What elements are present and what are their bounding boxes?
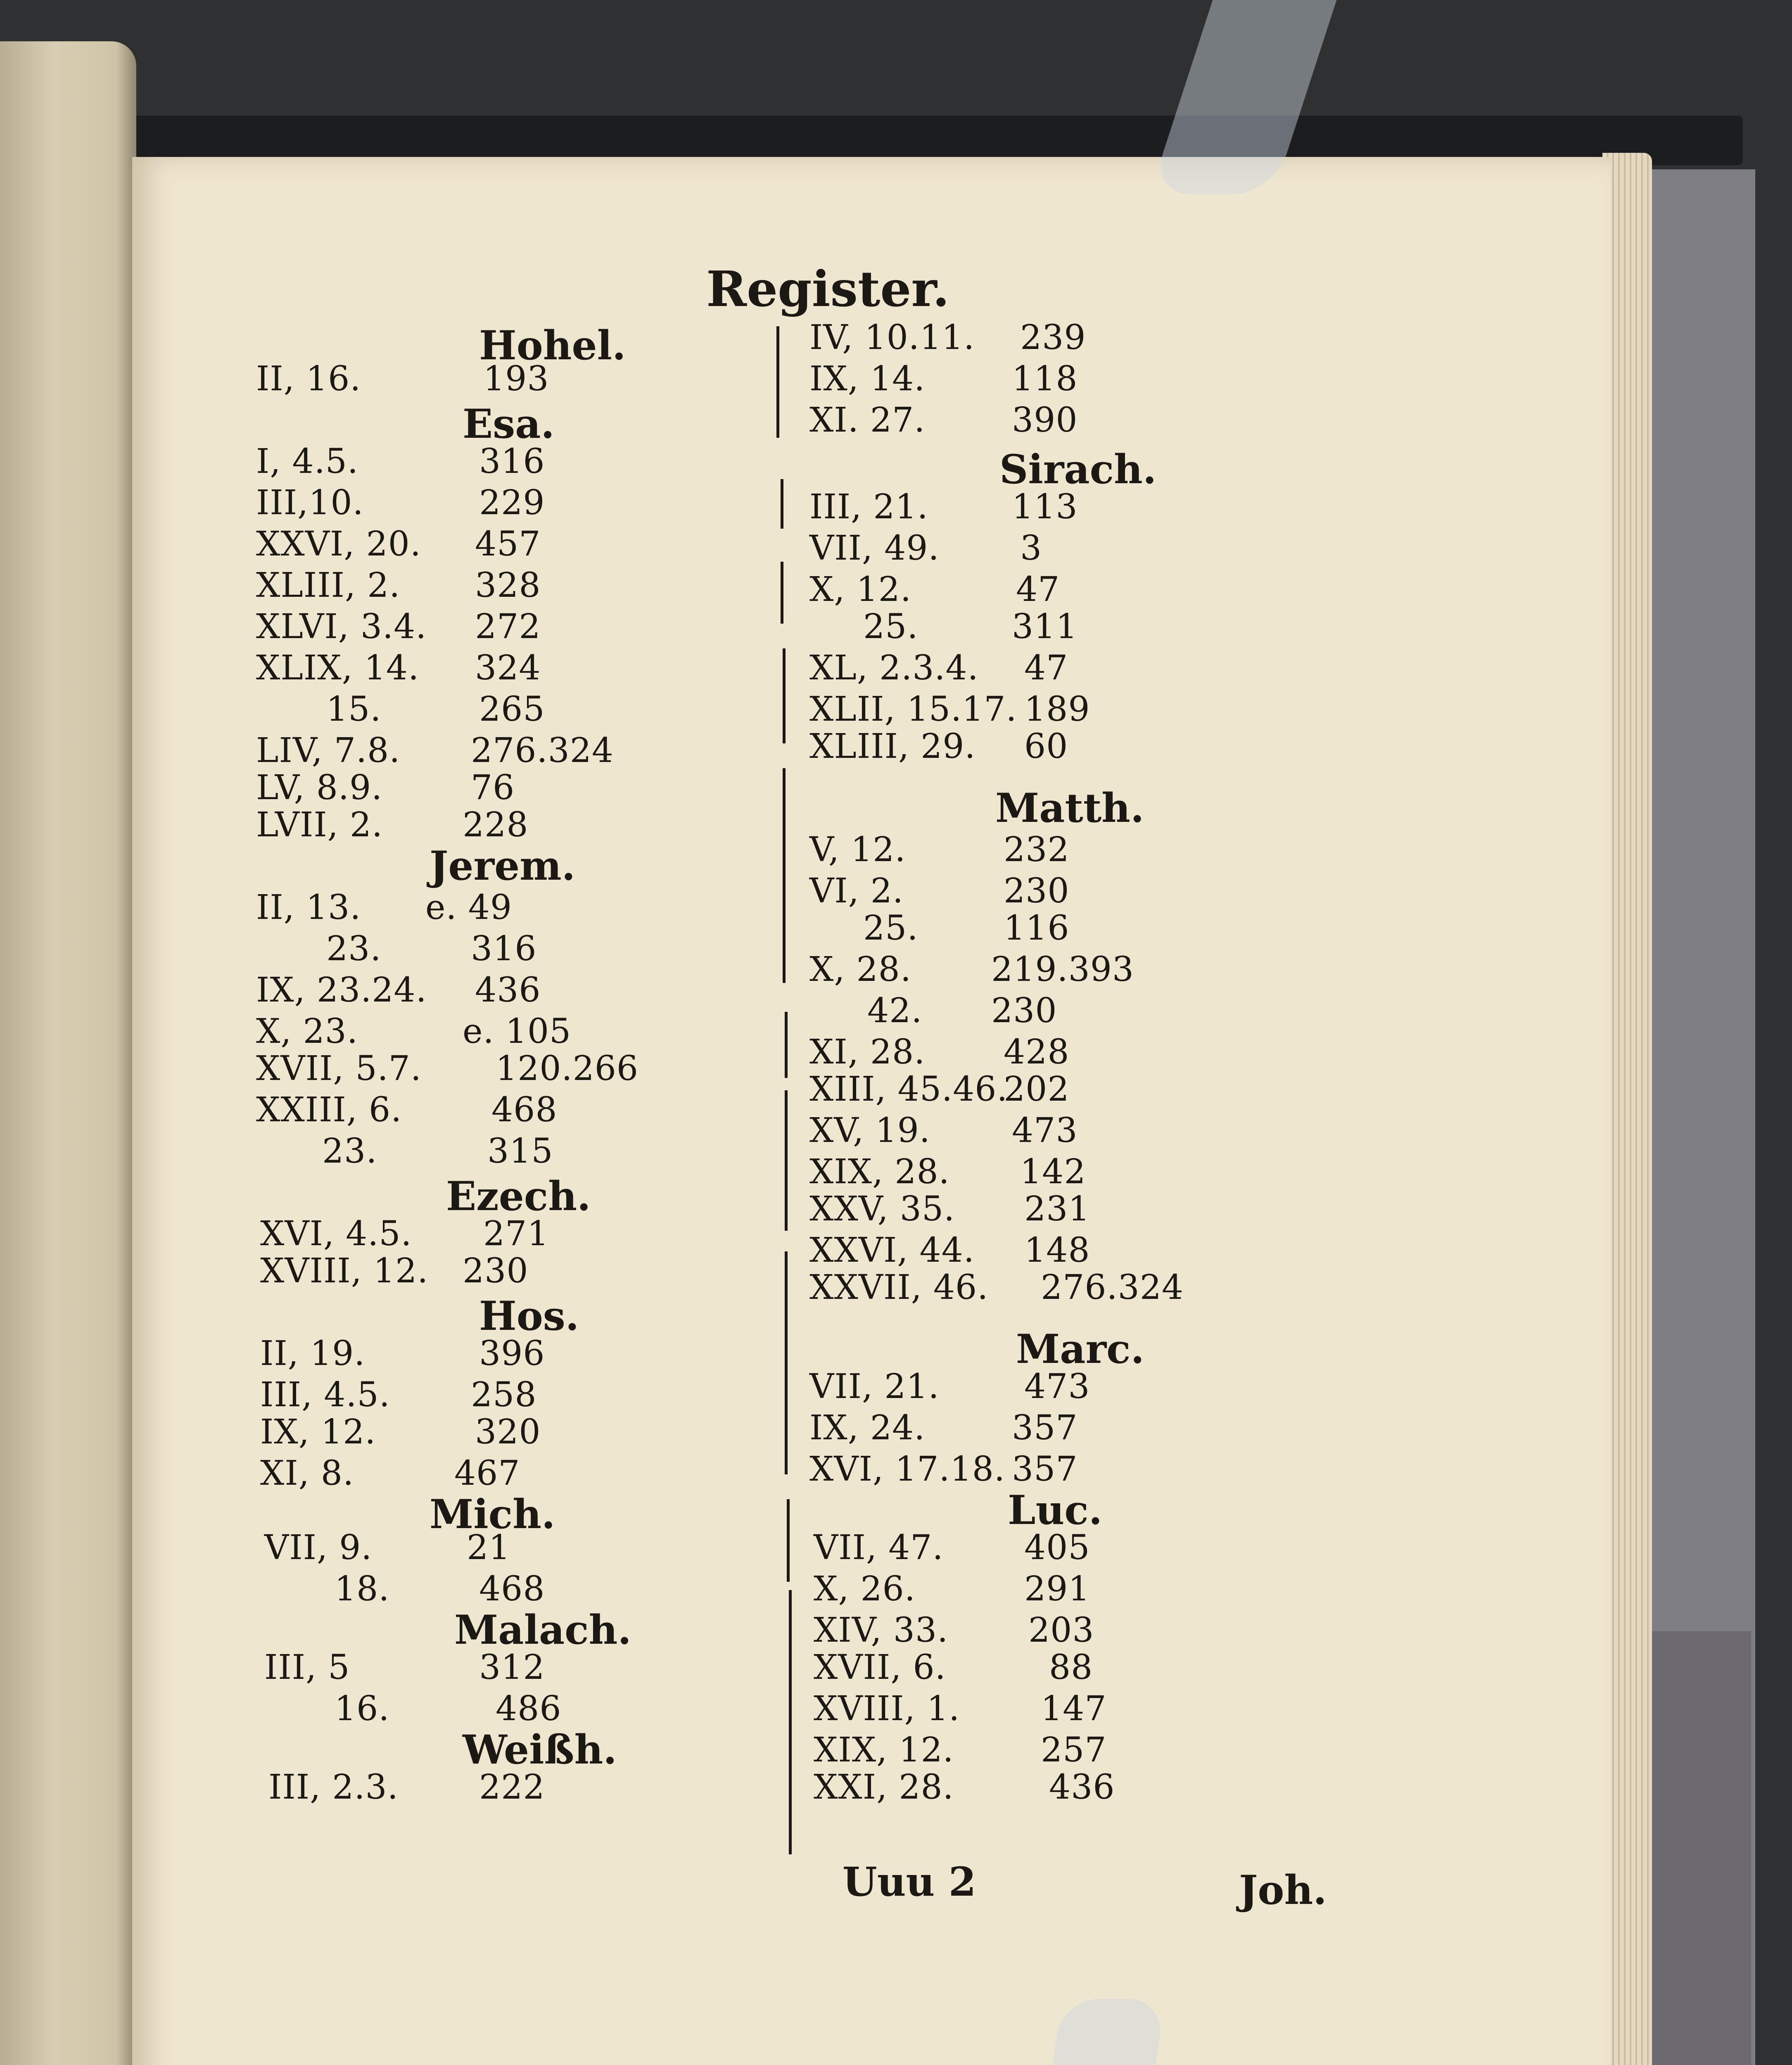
right-ref: 25. bbox=[863, 909, 919, 948]
right-page-no: 47 bbox=[1016, 570, 1060, 609]
column-divider bbox=[785, 1090, 788, 1231]
left-ref: III,10. bbox=[256, 483, 364, 522]
left-page-no: 396 bbox=[479, 1334, 545, 1373]
left-ref: II, 16. bbox=[256, 359, 361, 399]
left-ref: II, 19. bbox=[260, 1334, 366, 1373]
left-page-no: e. 49 bbox=[425, 888, 512, 927]
right-page-no: 88 bbox=[1049, 1648, 1093, 1687]
right-ref: XXVI, 44. bbox=[809, 1231, 975, 1270]
right-ref: VII, 47. bbox=[814, 1528, 944, 1567]
right-ref: IX, 14. bbox=[809, 359, 926, 399]
right-ref: XI. 27. bbox=[809, 401, 926, 440]
right-page-no: 148 bbox=[1024, 1231, 1090, 1270]
left-page-no: 436 bbox=[475, 971, 541, 1010]
column-divider bbox=[785, 1251, 788, 1474]
left-ref: 16. bbox=[335, 1689, 390, 1728]
right-page-no: 230 bbox=[1004, 871, 1070, 911]
heading-weissh: Weißh. bbox=[463, 1726, 617, 1773]
right-ref: VI, 2. bbox=[809, 871, 904, 911]
right-ref: XV, 19. bbox=[809, 1111, 930, 1150]
left-ref: III, 4.5. bbox=[260, 1375, 390, 1415]
right-page-no: 232 bbox=[1004, 830, 1070, 869]
left-ref: XVII, 5.7. bbox=[256, 1049, 422, 1088]
catchword: Joh. bbox=[1239, 1867, 1327, 1913]
left-page-no: 467 bbox=[454, 1454, 520, 1493]
right-page-no: 113 bbox=[1012, 487, 1078, 527]
right-ref: IX, 24. bbox=[809, 1408, 926, 1448]
left-ref: 23. bbox=[322, 1132, 377, 1171]
right-page-no: 231 bbox=[1024, 1189, 1090, 1229]
right-page-no: 147 bbox=[1041, 1689, 1107, 1728]
right-page-no: 239 bbox=[1020, 318, 1086, 357]
right-ref: X, 26. bbox=[814, 1569, 916, 1609]
right-ref: X, 28. bbox=[809, 950, 911, 989]
right-ref: XLIII, 29. bbox=[809, 727, 976, 766]
left-ref: I, 4.5. bbox=[256, 442, 358, 481]
right-ref: VII, 21. bbox=[809, 1367, 940, 1406]
left-ref: 18. bbox=[335, 1569, 390, 1609]
left-ref: II, 13. bbox=[256, 888, 361, 927]
column-divider bbox=[781, 479, 783, 529]
heading-malach: Malach. bbox=[454, 1607, 631, 1653]
right-page-no: 276.324 bbox=[1041, 1268, 1184, 1307]
right-page-no: 47 bbox=[1024, 648, 1068, 688]
left-ref: XI, 8. bbox=[260, 1454, 354, 1493]
column-divider bbox=[787, 1499, 790, 1582]
left-page-no: 486 bbox=[496, 1689, 562, 1728]
right-ref: III, 21. bbox=[809, 487, 928, 527]
heading-matth: Matth. bbox=[995, 785, 1144, 831]
heading-esa: Esa. bbox=[463, 401, 555, 447]
column-divider bbox=[783, 768, 786, 983]
right-page-no: 390 bbox=[1012, 401, 1078, 440]
left-ref: XLIX, 14. bbox=[256, 648, 420, 688]
signature-mark: Uuu 2 bbox=[843, 1858, 976, 1905]
left-page-no: 316 bbox=[471, 929, 537, 968]
register-page bbox=[132, 157, 1611, 2065]
left-page-no: 312 bbox=[479, 1648, 545, 1687]
left-page-no: e. 105 bbox=[463, 1012, 572, 1051]
right-page-no: 142 bbox=[1020, 1152, 1086, 1192]
left-ref: III, 2.3. bbox=[268, 1768, 399, 1807]
right-ref: 42. bbox=[867, 991, 923, 1030]
left-ref: XXIII, 6. bbox=[256, 1090, 402, 1130]
left-ref: IX, 12. bbox=[260, 1412, 376, 1452]
left-page-no: 457 bbox=[475, 525, 541, 564]
right-ref: XVIII, 1. bbox=[814, 1689, 960, 1728]
right-page-no: 203 bbox=[1028, 1611, 1094, 1650]
right-page-no: 428 bbox=[1004, 1032, 1070, 1072]
right-page-no: 357 bbox=[1012, 1450, 1078, 1489]
left-page-no: 228 bbox=[463, 805, 529, 845]
column-divider bbox=[785, 1012, 788, 1078]
left-ref: XLVI, 3.4. bbox=[256, 607, 427, 646]
heading-marc: Marc. bbox=[1016, 1326, 1144, 1372]
right-page-no: 473 bbox=[1012, 1111, 1078, 1150]
right-page-no: 436 bbox=[1049, 1768, 1115, 1807]
page-title: Register. bbox=[706, 260, 949, 318]
left-page-no: 320 bbox=[475, 1412, 541, 1452]
right-ref: XXVII, 46. bbox=[809, 1268, 989, 1307]
right-ref: IV, 10.11. bbox=[809, 318, 975, 357]
right-page-no: 405 bbox=[1024, 1528, 1090, 1567]
heading-hos: Hos. bbox=[479, 1293, 579, 1339]
right-page-no: 60 bbox=[1024, 727, 1068, 766]
left-page-no: 271 bbox=[483, 1214, 549, 1253]
left-page-no: 276.324 bbox=[471, 731, 614, 770]
heading-sirach: Sirach. bbox=[999, 446, 1157, 493]
right-ref: XXI, 28. bbox=[814, 1768, 954, 1807]
left-page-no: 324 bbox=[475, 648, 541, 688]
right-ref: 25. bbox=[863, 607, 919, 646]
left-page-no: 230 bbox=[463, 1251, 529, 1291]
right-ref: XIX, 12. bbox=[814, 1730, 954, 1770]
right-page-no: 291 bbox=[1024, 1569, 1090, 1609]
heading-mich: Mich. bbox=[430, 1491, 555, 1538]
left-ref: IX, 23.24. bbox=[256, 971, 427, 1010]
right-ref: VII, 49. bbox=[809, 529, 940, 568]
right-page-no: 219.393 bbox=[991, 950, 1135, 989]
left-ref: LIV, 7.8. bbox=[256, 731, 401, 770]
column-divider bbox=[789, 1590, 792, 1854]
left-page-no: 328 bbox=[475, 566, 541, 605]
right-page-no: 189 bbox=[1024, 690, 1090, 729]
left-page-no: 468 bbox=[479, 1569, 545, 1609]
right-page-no: 357 bbox=[1012, 1408, 1078, 1448]
right-ref: XVII, 6. bbox=[814, 1648, 946, 1687]
right-ref: XI, 28. bbox=[809, 1032, 926, 1072]
left-page-no: 316 bbox=[479, 442, 545, 481]
left-page-no: 315 bbox=[487, 1132, 553, 1171]
left-page-no: 21 bbox=[467, 1528, 511, 1567]
right-page-no: 230 bbox=[991, 991, 1057, 1030]
left-ref: XXVI, 20. bbox=[256, 525, 421, 564]
left-page-no: 265 bbox=[479, 690, 545, 729]
left-page-no: 222 bbox=[479, 1768, 545, 1807]
left-ref: 23. bbox=[326, 929, 382, 968]
heading-hohel: Hohel. bbox=[479, 322, 626, 369]
left-page-edge bbox=[0, 41, 136, 2065]
left-ref: LVII, 2. bbox=[256, 805, 383, 845]
right-ref: V, 12. bbox=[809, 830, 906, 869]
left-ref: LV, 8.9. bbox=[256, 768, 383, 807]
heading-jerem: Jerem. bbox=[430, 843, 576, 889]
right-ref: XIII, 45.46. bbox=[809, 1070, 1008, 1109]
left-ref: 15. bbox=[326, 690, 382, 729]
column-divider bbox=[783, 648, 786, 743]
left-page-no: 76 bbox=[471, 768, 515, 807]
right-ref: X, 12. bbox=[809, 570, 911, 609]
column-divider bbox=[776, 326, 779, 438]
left-page-no: 468 bbox=[491, 1090, 558, 1130]
left-ref: III, 5 bbox=[264, 1648, 350, 1687]
left-page-no: 120.266 bbox=[496, 1049, 639, 1088]
right-ref: XL, 2.3.4. bbox=[809, 648, 979, 688]
right-page-no: 116 bbox=[1004, 909, 1070, 948]
right-ref: XVI, 17.18. bbox=[809, 1450, 1005, 1489]
right-page-no: 473 bbox=[1024, 1367, 1090, 1406]
left-page-no: 258 bbox=[471, 1375, 537, 1415]
left-ref: XVI, 4.5. bbox=[260, 1214, 412, 1253]
heading-ezech: Ezech. bbox=[446, 1173, 591, 1220]
right-ref: XIV, 33. bbox=[814, 1611, 949, 1650]
left-page-no: 229 bbox=[479, 483, 545, 522]
right-ref: XLII, 15.17. bbox=[809, 690, 1017, 729]
right-page-no: 3 bbox=[1020, 529, 1042, 568]
right-page-no: 118 bbox=[1012, 359, 1078, 399]
heading-luc: Luc. bbox=[1008, 1487, 1103, 1533]
left-page-no: 193 bbox=[483, 359, 549, 399]
right-ref: XIX, 28. bbox=[809, 1152, 950, 1192]
left-ref: X, 23. bbox=[256, 1012, 358, 1051]
left-ref: VII, 9. bbox=[264, 1528, 373, 1567]
column-divider bbox=[781, 562, 783, 624]
right-page-no: 257 bbox=[1041, 1730, 1107, 1770]
right-ref: XXV, 35. bbox=[809, 1189, 955, 1229]
left-ref: XLIII, 2. bbox=[256, 566, 401, 605]
left-page-no: 272 bbox=[475, 607, 541, 646]
left-ref: XVIII, 12. bbox=[260, 1251, 429, 1291]
right-page-no: 311 bbox=[1012, 607, 1078, 646]
right-page-no: 202 bbox=[1004, 1070, 1070, 1109]
